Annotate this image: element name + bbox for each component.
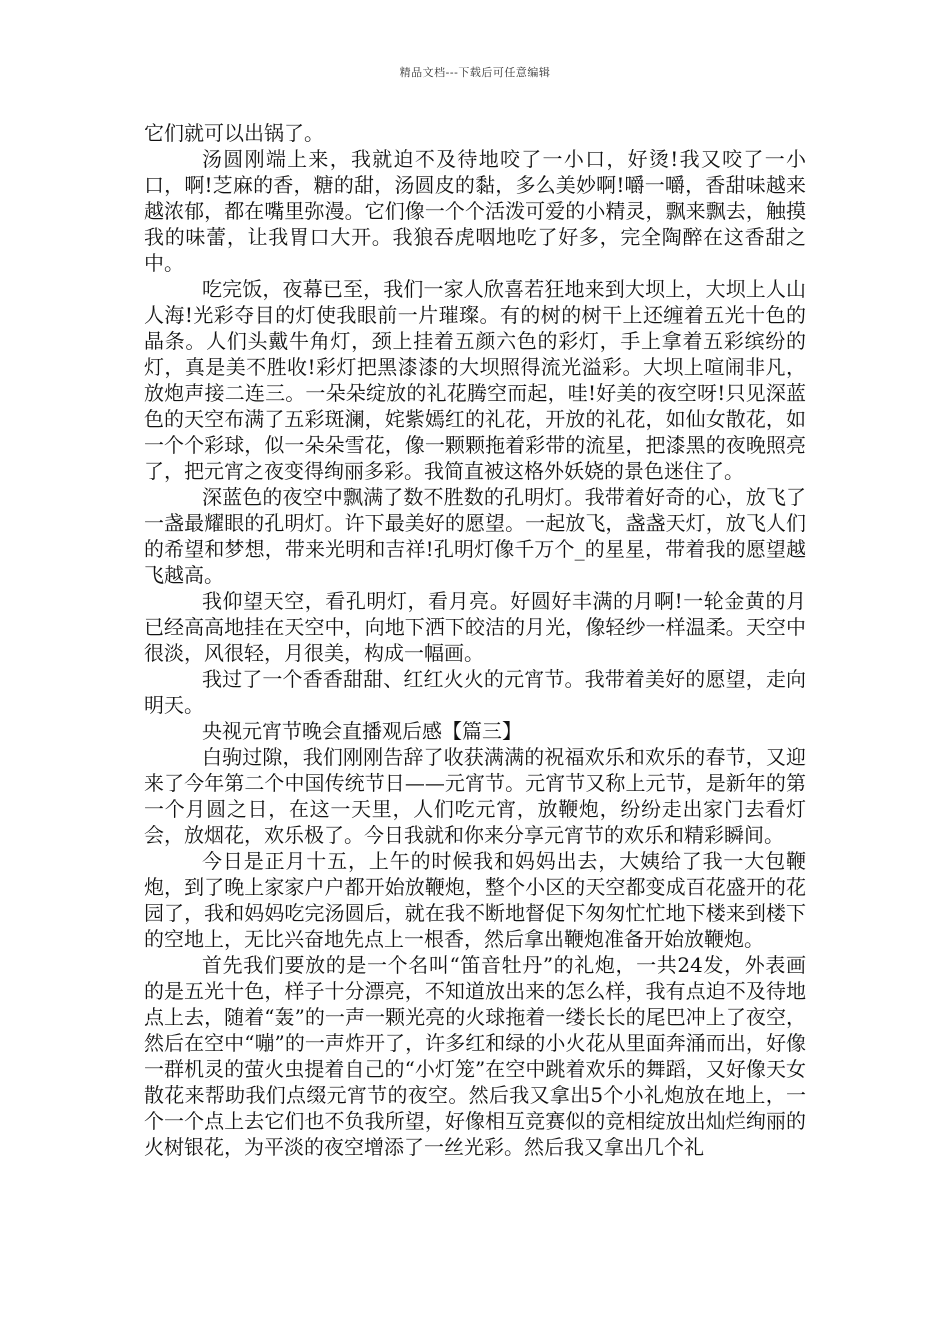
paragraph: 首先我们要放的是一个名叫“笛音牡丹”的礼炮，一共24发，外表画的是五光十色，样子十分漂亮，不知道放出来的怎么样，我有点迫不及待地点上去，随着“轰”的一声一颗光亮的火球拖着一缕长长的尾巴冲上了夜空，然后在空中“嘣”的一声炸开了，许多红和绿的小火花从里面奔涌而出，好像一群机灵的萤火虫提着自己的“小灯笼”在空中跳着欢乐的舞蹈，又好像天女散花来帮助我们点缀元宵节的夜空。然后我又拿出5个小礼炮放在地上，一个一个点上去它们也不负我所望，好像相互竞赛似的竞相绽放出灿烂绚丽的火树银花，为平淡的夜空增添了一丝光彩。然后我又拿出几个礼 (144, 953, 806, 1159)
page-header: 精品文档---下载后可任意编辑 (399, 66, 551, 79)
section-heading: 央视元宵节晚会直播观后感【篇三】 (202, 719, 522, 743)
paragraph: 我仰望天空，看孔明灯，看月亮。好圆好丰满的月啊!一轮金黄的月已经高高地挂在天空中，向地下洒下皎洁的月光，像轻纱一样温柔。天空中很淡，风很轻，月很美，构成一幅画。 (144, 589, 806, 665)
paragraph: 深蓝色的夜空中飘满了数不胜数的孔明灯。我带着好奇的心，放飞了一盏最耀眼的孔明灯。许下最美好的愿望。一起放飞，盏盏天灯，放飞人们的希望和梦想，带来光明和吉祥!孔明灯像千万个_的星星，带着我的愿望越飞越高。 (144, 485, 806, 587)
paragraph: 汤圆刚端上来，我就迫不及待地咬了一小口，好烫!我又咬了一小口，啊!芝麻的香，糖的甜，汤圆皮的黏，多么美妙啊!嚼一嚼，香甜味越来越浓郁，都在嘴里弥漫。它们像一个个活泼可爱的小精灵，飘来飘去，触摸我的味蕾，让我胃口大开。我狼吞虎咽地吃了好多，完全陶醉在这香甜之中。 (144, 147, 806, 275)
paragraph: 我过了一个香香甜甜、红红火火的元宵节。我带着美好的愿望，走向明天。 (144, 667, 806, 717)
paragraph: 今日是正月十五，上午的时候我和妈妈出去，大姨给了我一大包鞭炮，到了晚上家家户户都开始放鞭炮，整个小区的天空都变成百花盛开的花园了，我和妈妈吃完汤圆后，就在我不断地督促下匆匆忙忙地下楼来到楼下的空地上，无比兴奋地先点上一根香，然后拿出鞭炮准备开始放鞭炮。 (144, 849, 806, 951)
document-body (144, 120, 806, 1160)
paragraph-continuation: 它们就可以出锅了。 (144, 121, 324, 145)
paragraph: 白驹过隙，我们刚刚告辞了收获满满的祝福欢乐和欢乐的春节，又迎来了今年第二个中国传统节日——元宵节。元宵节又称上元节，是新年的第一个月圆之日，在这一天里，人们吃元宵，放鞭炮，纷纷走出家门去看灯会，放烟花，欢乐极了。今日我就和你来分享元宵节的欢乐和精彩瞬间。 (144, 745, 806, 847)
paragraph: 吃完饭，夜幕已至，我们一家人欣喜若狂地来到大坝上，大坝上人山人海!光彩夺目的灯使我眼前一片璀璨。有的树的树干上还缠着五光十色的晶条。人们头戴牛角灯，颈上挂着五颜六色的彩灯，手上拿着五彩缤纷的灯，真是美不胜收!彩灯把黑漆漆的大坝照得流光溢彩。大坝上喧闹非凡，放炮声接二连三。一朵朵绽放的礼花腾空而起，哇!好美的夜空呀!只见深蓝色的天空布满了五彩斑澜，姹紫嫣红的礼花，开放的礼花，如仙女散花，如一个个彩球，似一朵朵雪花，像一颗颗拖着彩带的流星，把漆黑的夜晚照亮了，把元宵之夜变得绚丽多彩。我简直被这格外妖娆的景色迷住了。 (144, 277, 806, 483)
